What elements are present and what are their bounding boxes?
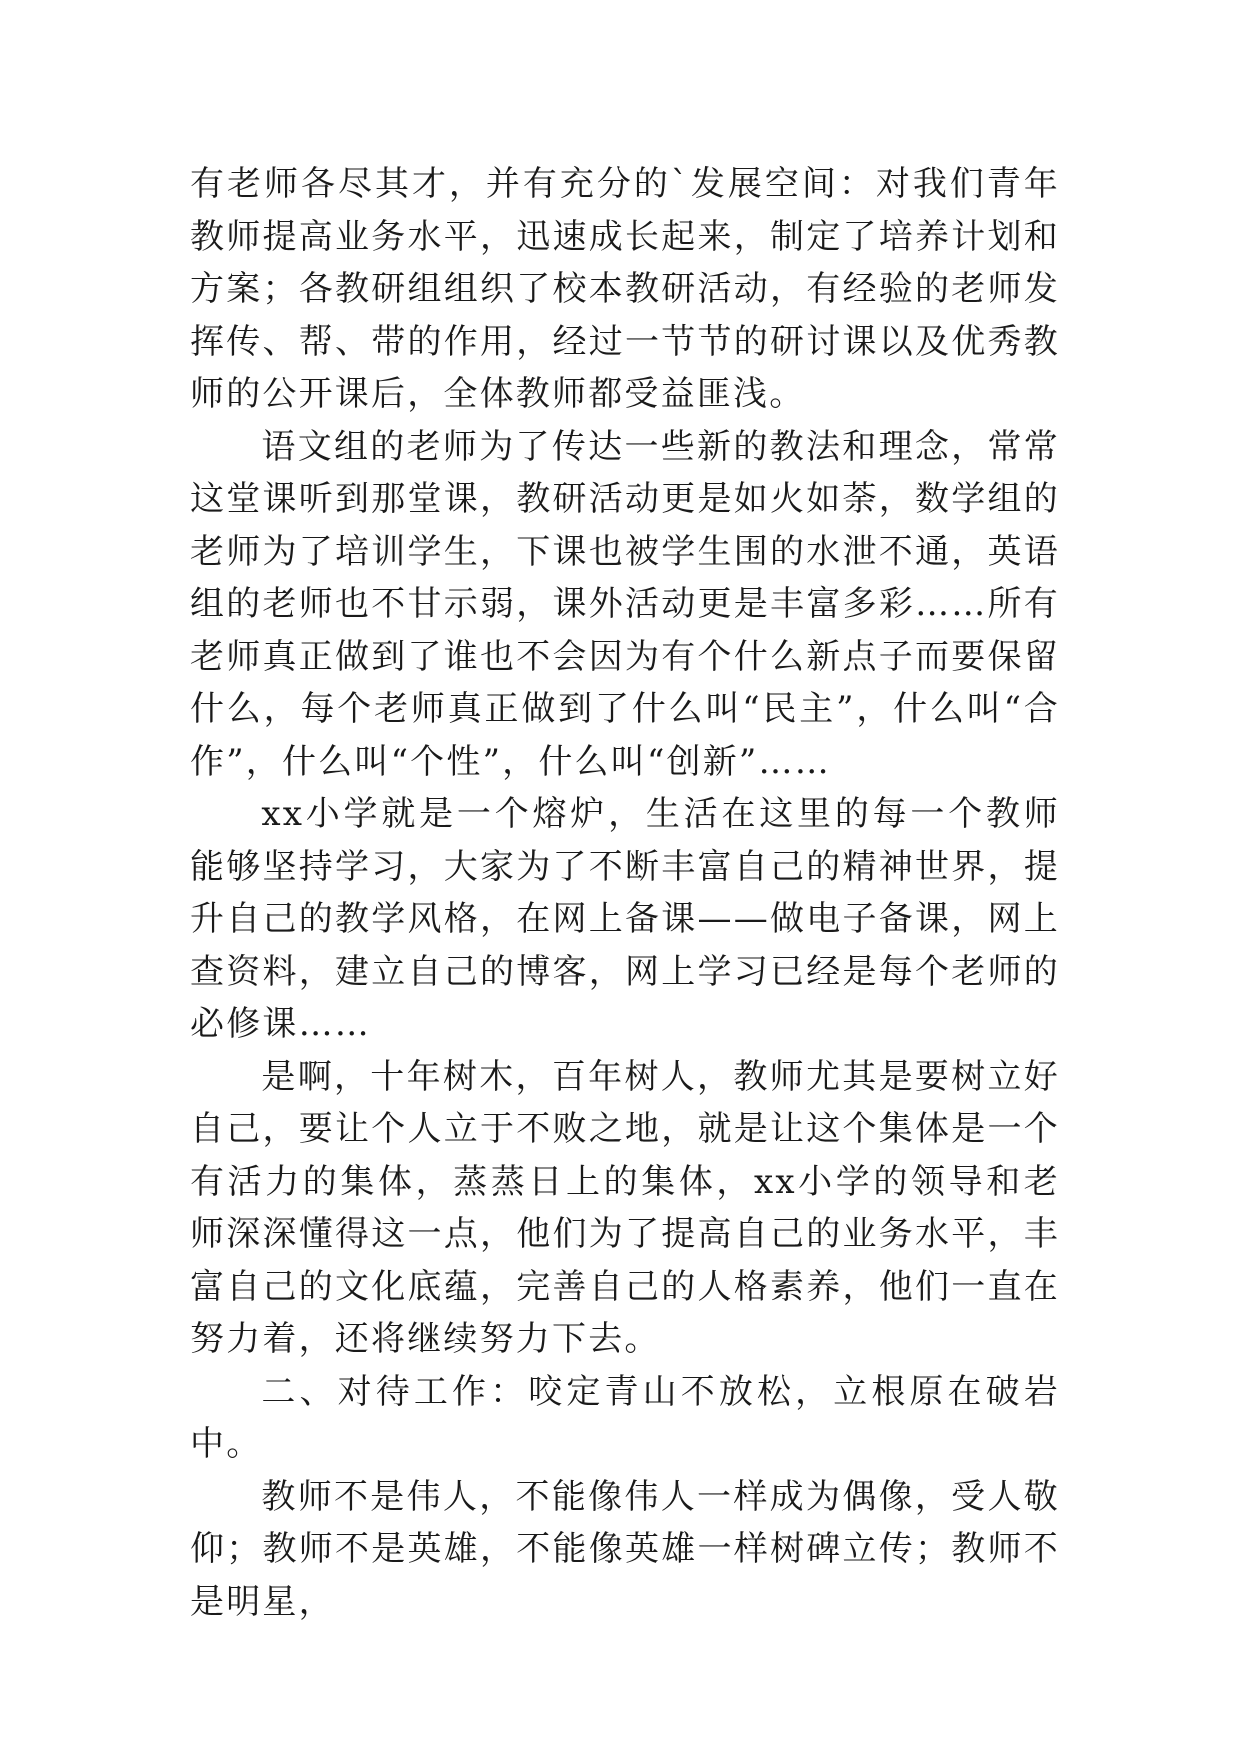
section-heading: 二、对待工作：咬定青山不放松，立根原在破岩中。	[190, 1371, 1060, 1464]
paragraph-3: xx小学就是一个熔炉，生活在这里的每一个教师能够坚持学习，大家为了不断丰富自己的精神世界，提升自己的教学风格，在网上备课——做电子备课，网上查资料，建立自己的博客，网上学习已经是每个老师的必修课……	[190, 794, 1060, 1044]
paragraph-2: 语文组的老师为了传达一些新的教法和理念，常常这堂课听到那堂课，教研活动更是如火如荼，数学组的老师为了培训学生，下课也被学生围的水泄不通，英语组的老师也不甘示弱，课外活动更是丰富多彩……所有老师真正做到了谁也不会因为有个什么新点子而要保留什么，每个老师真正做到了什么叫“民主”，什么叫“合作”，什么叫“个性”，什么叫“创新”……	[190, 426, 1060, 782]
paragraph-1: 有老师各尽其才，并有充分的`发展空间：对我们青年教师提高业务水平，迅速成长起来，制定了培养计划和方案；各教研组组织了校本教研活动，有经验的老师发挥传、帮、带的作用，经过一节节的研讨课以及优秀教师的公开课后，全体教师都受益匪浅。	[190, 164, 1060, 414]
document-body	[190, 158, 1060, 1628]
paragraph-5: 教师不是伟人，不能像伟人一样成为偶像，受人敬仰；教师不是英雄，不能像英雄一样树碑立传；教师不是明星，	[190, 1476, 1060, 1622]
paragraph-4: 是啊，十年树木，百年树人，教师尤其是要树立好自己，要让个人立于不败之地，就是让这个集体是一个有活力的集体，蒸蒸日上的集体，xx小学的领导和老师深深懂得这一点，他们为了提高自己的业务水平，丰富自己的文化底蕴，完善自己的人格素养，他们一直在努力着，还将继续努力下去。	[190, 1056, 1060, 1359]
